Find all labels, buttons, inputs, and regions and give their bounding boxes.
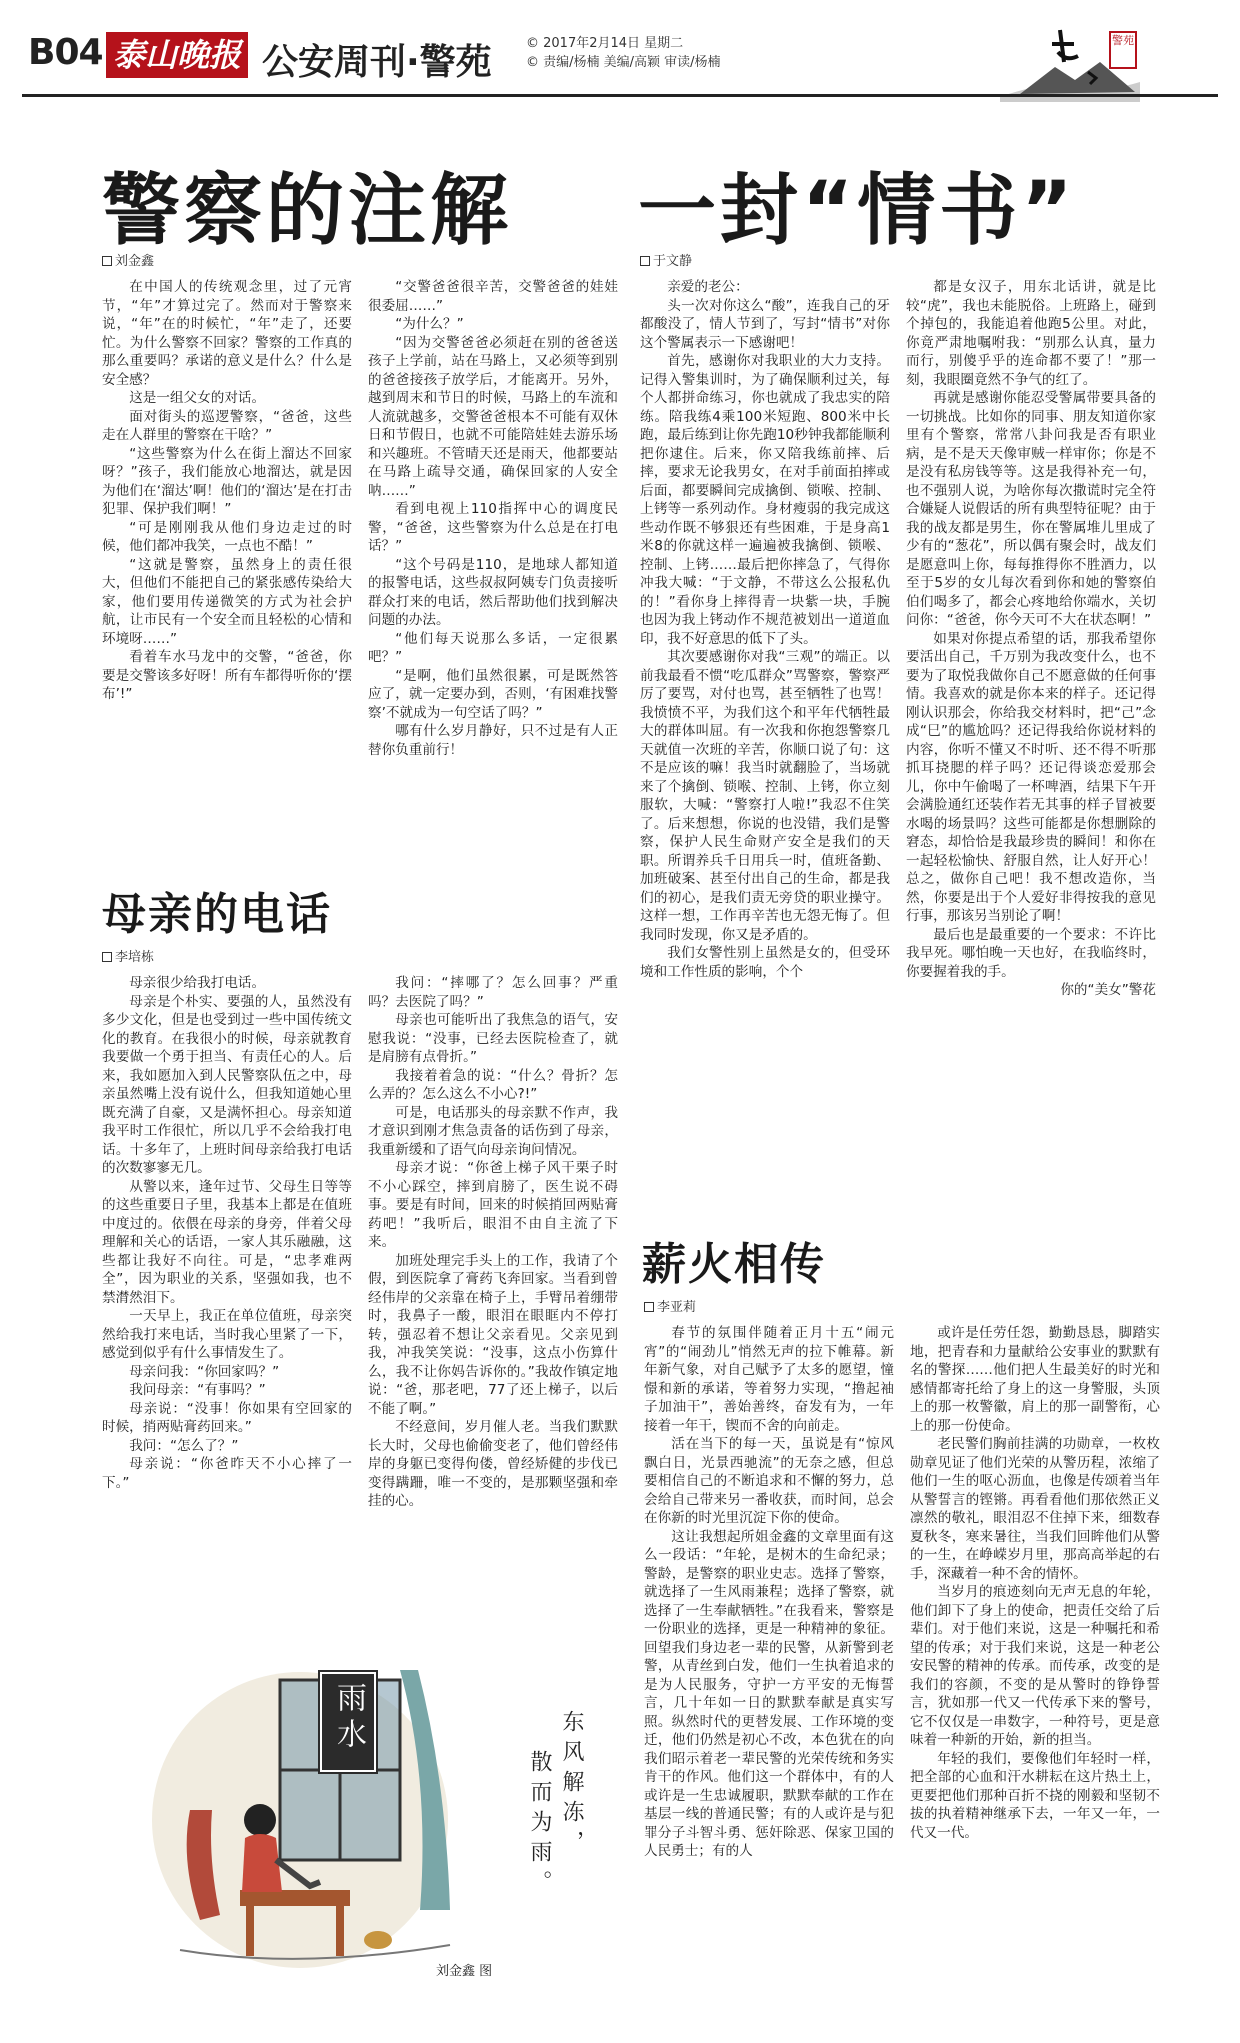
byline: 李培栋: [102, 946, 154, 965]
paragraph: 可是，电话那头的母亲默不作声，我才意识到刚才焦急责备的话伤到了母亲，我重新缓和了语气向母亲询问情况。: [368, 1104, 618, 1158]
article-title: 母亲的电话: [102, 889, 332, 940]
paragraph: 在中国人的传统观念里，过了元宵节，“年”才算过完了。然而对于警察来说，“年”在的时候忙，“年”走了，还要忙。为什么警察不回家？警察的工作真的那么重要吗？承诺的意义是什么？什么是安全感？: [102, 279, 352, 388]
paragraph: 老民警们胸前挂满的功勋章，一枚枚勋章见证了他们光荣的从警历程，浓缩了他们一生的呕心沥血，也像是传颂着当年从警誓言的铿锵。再看看他们那依然正义凛然的敬礼，眼泪忍不住掉下来，细数春夏秋冬，寒来暑往，当我们回眸他们从警的一生，在峥嵘岁月里，那高高举起的右手，深藏着一种不舍的情怀。: [910, 1436, 1160, 1582]
stamp: [320, 1672, 376, 1772]
paragraph: 看着车水马龙中的交警，“爸爸，你要是交警该多好呀！所有车都得听你的‘摆布’!”: [102, 649, 352, 702]
paragraph: “因为交警爸爸必须赶在别的爸爸送孩子上学前，站在马路上，又必须等到别的爸爸接孩子放学后，才能离开。另外，越到周末和节日的时候，马路上的车流和人流就越多，交警爸爸根本不可能有双休日和节假日，也就不可能陪娃娃去游乐场和兴趣班。不管晴天还是雨天，他都要站在马路上疏导交通，确保回家的人安全呐……”: [368, 334, 618, 499]
newspaper-logo: 泰山晚报: [106, 32, 248, 78]
paragraph: 春节的氛围伴随着正月十五“闹元宵”的“闹劲儿”悄然无声的拉下帷幕。新年新气象，对自己赋予了太多的愿望，憧憬和新的承诺，等着努力实现，“撸起袖子加油干”，善始善终，奋发有为，一年接着一年干，锲而不舍的向前走。: [644, 1325, 894, 1434]
paragraph: 一天早上，我正在单位值班，母亲突然给我打来电话，当时我心里紧了一下，感觉到似乎有什么事情发生了。: [102, 1308, 352, 1361]
paragraph: “交警爸爸很辛苦，交警爸爸的娃娃很委屈……”: [368, 279, 618, 314]
paragraph: 我接着着急的说：“什么？骨折？怎么弄的？怎么这么不小心?!”: [368, 1067, 618, 1102]
paragraph: 首先，感谢你对我职业的大力支持。记得入警集训时，为了确保顺利过关，每个人都拼命练习，你也就成了我忠实的陪练。陪我练4乘100米短跑、800米中长跑，最后练到让你先跑10秒钟我都能顺利把你逮住。后来，你又陪我练前摔、后摔，要求无论我男女，在对手前面拍摔或后面，都要瞬间完成擒倒、锁喉、控制、上铐等一系列动作。身材瘦弱的我完成这些动作既不够狠还有些困难，于是身高1米8的你就这样一遍遍被我擒倒、锁喉、控制、上铐……最后把你摔急了，气得你冲我大喊：“于文静，不带这么公报私仇的！”看你身上摔得青一块紫一块，手腕也因为我上铐动作不规范被划出一道道血印，我不好意思的低下了头。: [640, 353, 890, 647]
paragraph: “这些警察为什么在街上溜达不回家呀？”孩子，我们能放心地溜达，就是因为他们在‘溜达’啊！他们的‘溜达’是在打击犯罪、保护我们啊！”: [102, 445, 352, 517]
paragraph: 这让我想起所姐金鑫的文章里面有这么一段话：“年轮，是树木的生命纪录；警龄，是警察的职业史志。选择了警察，就选择了一生风雨兼程；选择了警察，就选择了一生奉献牺牲。”在我看来，警察是一份职业的选择，更是一种精神的象征。回望我们身边老一辈的民警，从新警到老警，从青丝到白发，他们一生执着追求的是为人民服务，守护一方平安的无悔誓言，几十年如一日的默默奉献是真实写照。纵然时代的更替发展、工作环境的变迁，他们仍然是初心不改，本色犹在的向我们昭示着老一辈民警的光荣传统和务实肯干的作风。他们这一个群体中，有的人或许是一生忠诚履职，默默奉献的工作在基层一线的普通民警；有的人或许是与犯罪分子斗智斗勇、惩奸除恶、保家卫国的人民勇士；有的人: [644, 1528, 894, 1859]
paragraph: “可是刚刚我从他们身边走过的时候，他们都冲我笑，一点也不酷！”: [102, 519, 352, 554]
article-column: [368, 278, 618, 818]
header-rule: [22, 94, 1218, 97]
paragraph: “这就是警察，虽然身上的责任很大，但他们不能把自己的紧张感传染给大家，他们要用传递微笑的方式为社会护航，让市民有一个安全而且轻松的心情和环境呀……”: [102, 556, 352, 647]
article-title: 一封“情书”: [638, 166, 1077, 256]
article-column: [910, 1324, 1160, 2004]
paragraph: 活在当下的每一天，虽说是有“惊风飘白日，光景西驰流”的无奈之感，但总要相信自己的不断追求和不懈的努力，总会给自己带来另一番收获，而时间，总会在你新的时光里沉淀下你的使命。: [644, 1436, 894, 1526]
illustration: [150, 1660, 493, 1980]
paragraph: 哪有什么岁月静好，只不过是有人正替你负重前行！: [368, 723, 618, 758]
illustration-credit: 刘金鑫 图: [436, 1964, 493, 1979]
article-column: [102, 278, 352, 818]
article-column: [906, 278, 1156, 1178]
editors-line: © 责编/杨楠 美编/高颖 审读/杨楠: [526, 55, 721, 70]
paragraph: 如果对你提点希望的话，那我希望你要活出自己，千万别为我改变什么，也不要为了取悦我做你自己不愿意做的任何事情。我喜欢的就是你本来的样子。还记得刚认识那会，你给我交材料时，把“己”念成“巳”的尴尬吗？还记得我给你说材料的内容，你听不懂又不时听、还不得不听那抓耳挠腮的样子吗？还记得谈恋爱那会儿，你中午偷喝了一杯啤酒，结果下午开会满脸通红还装作若无其事的样子冒被要水喝的场景吗？这些可能都是你想删除的窘态，却恰恰是我最珍贵的瞬间！和你在一起轻松愉快、舒服自然，让人好开心！总之，做你自己吧！我不想改造你，当然，你要是出于个人爱好非得按我的意见行事，那该另当别论了啊！: [906, 630, 1156, 924]
byline: 于文静: [640, 250, 692, 269]
paragraph: 我问：“怎么了？”: [129, 1437, 239, 1454]
paragraph: 母亲才说：“你爸上梯子风干栗子时不小心踩空，摔到肩膀了，医生说不碍事。要是有时间，回来的时候捎回两贴膏药吧！”我听后，眼泪不由自主流了下来。: [368, 1160, 618, 1250]
article-column: [644, 1324, 894, 2004]
poem-line: 东风解冻，: [559, 1710, 584, 1860]
paragraph: 我问：“摔哪了？怎么回事？严重吗？去医院了吗？”: [368, 975, 618, 1010]
paragraph: 我问母亲：“有事吗？”: [129, 1382, 266, 1398]
date-line: © 2017年2月14日 星期二: [526, 36, 684, 51]
paragraph: “这个号码是110，是地球人都知道的报警电话，这些叔叔阿姨专门负责接听群众打来的电话，然后帮助他们找到解决问题的办法。: [368, 556, 618, 628]
paragraph: 这是一组父女的对话。: [129, 390, 266, 406]
poem-line: 散而为雨。: [527, 1750, 552, 1900]
paragraph: 头一次对你这么“酸”，连我自己的牙都酸没了，情人节到了，写封“情书”对你这个警属表示一下感谢吧！: [640, 297, 890, 351]
paragraph: 母亲也可能听出了我焦急的语气，安慰我说：“没事，已经去医院检查了，就是肩膀有点骨折。”: [368, 1012, 618, 1065]
section-title: 公安周刊·警苑: [262, 42, 492, 83]
paragraph: “为什么？”: [395, 316, 464, 332]
paragraph: 母亲是个朴实、要强的人，虽然没有多少文化，但是也受到过一些中国传统文化的教育。在我很小的时候，母亲就教育我要做一个勇于担当、有责任心的人。后来，我如愿加入到人民警察队伍之中，母亲虽然嘴上没有说什么，但我知道她心里既充满了自豪，又是满怀担心。母亲知道我平时工作很忙，所以几乎不会给我打电话。十多年了，上班时间母亲给我打电话的次数寥寥无几。: [102, 993, 352, 1176]
paragraph: 年轻的我们，要像他们年轻时一样，把全部的心血和汗水耕耘在这片热土上，更要把他们那种百折不挠的刚毅和坚韧不拔的执着精神继承下去，一年又一年，一代又一代。: [910, 1750, 1160, 1841]
article-title: 薪火相传: [642, 1239, 826, 1290]
paragraph: 不经意间，岁月催人老。当我们默默长大时，父母也偷偷变老了，他们曾经伟岸的身躯已变得佝偻，曾经矫健的步伐已变得蹒跚，唯一不变的，是那颗坚强和牵挂的心。: [368, 1419, 618, 1509]
paragraph: 面对街头的巡逻警察，“爸爸，这些走在人群里的警察在干啥？”: [102, 408, 352, 443]
issue-meta: [526, 34, 721, 72]
paragraph: 我们女警性别上虽然是女的，但受环境和工作性质的影响，个个: [640, 945, 890, 980]
stamp-text: 雨水: [331, 1682, 366, 1754]
paragraph: 母亲说：“没事！你如果有空回家的时候，捎两贴膏药回来。”: [102, 1400, 352, 1435]
article-title: 警察的注解: [102, 166, 513, 256]
paragraph: 都是女汉子，用东北话讲，就是比较“虎”，我也未能脱俗。上班路上，碰到个掉包的，我能追着他跑5公里。对此，你竟严肃地嘱咐我：“别那么认真，量力而行，别傻乎乎的连命都不要了！”那一刻，我眼圈竟然不争气的红了。: [906, 279, 1156, 388]
byline: 刘金鑫: [102, 250, 154, 269]
paragraph: 从警以来，逢年过节、父母生日等等的这些重要日子里，我基本上都是在值班中度过的。依偎在母亲的身旁，伴着父母理解和关心的话语，一家人其乐融融，这些都让我好不向往。可是，“忠孝难两全”，因为职业的关系，坚强如我，也不禁潸然泪下。: [102, 1178, 352, 1306]
paragraph: 亲爱的老公：: [667, 279, 749, 295]
paragraph: “他们每天说那么多话，一定很累吧？”: [368, 630, 618, 665]
paragraph: 看到电视上110指挥中心的调度民警，“爸爸，这些警察为什么总是在打电话？”: [368, 501, 618, 554]
article-column: [640, 278, 890, 1178]
paragraph: 加班处理完手头上的工作，我请了个假，到医院拿了膏药飞奔回家。当看到曾经伟岸的父亲靠在椅子上，手臂吊着绷带时，我鼻子一酸，眼泪在眼眶内不停打转，强忍着不想让父亲看见。父亲见到我，冲我笑笑说：“没事，这点小伤算什么，我不让你妈告诉你的。”我故作镇定地说：“爸，那老吧，77了还上梯子，以后不能了啊。”: [368, 1252, 618, 1417]
section-decoration: [1000, 22, 1140, 102]
paragraph: 母亲问我：“你回家吗？”: [129, 1363, 280, 1380]
paragraph: “是啊，他们虽然很累，可是既然答应了，就一定要办到，否则，‘有困难找警察’不就成为一句空话了吗？”: [368, 667, 618, 721]
paragraph: 或许是任劳任怨，勤勤恳恳，脚踏实地，把青春和力量献给公安事业的默默有名的警探……他们把人生最美好的时光和感情都寄托给了身上的这一身警服，头顶上的那一枚警徽，肩上的那一副警衔，心上的那一份使命。: [910, 1325, 1160, 1434]
byline: 李亚莉: [644, 1296, 696, 1315]
paragraph: 其次要感谢你对我“三观”的端正。以前我最看不惯“吃瓜群众”骂警察，警察严厉了要骂，对付也骂，甚至牺牲了也骂！我愤愤不平，为我们这个和平年代牺牲最大的群体叫屈。有一次我和你抱怨警察几天就值一次班的辛苦，你顺口说了句：这不是应该的嘛！我当时就翻脸了，当场就来了个擒倒、锁喉、控制、上铐，你立刻服软，大喊：“警察打人啦!”我忍不住笑了。后来想想，你说的也没错，我们是警察，保护人民生命财产安全是我们的天职。所谓养兵千日用兵一时，值班备勤、加班破案、甚至付出自己的生命，都是我们的初心，是我们责无旁贷的职业操守。这样一想，工作再辛苦也无怨无悔了。但我同时发现，你又是矛盾的。: [640, 649, 890, 943]
paragraph: 当岁月的痕迹刻向无声无息的年轮，他们卸下了身上的使命，把责任交给了后辈们。对于他们来说，这是一种嘱托和希望的传承；对于我们来说，这是一种老公安民警的精神的传承。而传承，改变的是我们的容颜，不变的是从警时的铮铮誓言，犹如那一代又一代传承下来的警号，它不仅仅是一串数字，一种符号，更是意味着一种新的开始，新的担当。: [910, 1584, 1160, 1748]
article-column: [102, 974, 352, 1534]
paragraph: 母亲很少给我打电话。: [129, 975, 266, 991]
paragraph: 最后也是最重要的一个要求：不许比我早死。哪怕晚一天也好，在我临终时，你要握着我的手。: [906, 926, 1156, 980]
page-number: B04: [28, 32, 103, 73]
paragraph: 你的“美女”警花: [1060, 982, 1156, 998]
article-column: [368, 974, 618, 1534]
paragraph: 再就是感谢你能忍受警属带要具备的一切挑战。比如你的同事、朋友知道你家里有个警察，常常八卦问我是否有职业病，是不是天天像审贼一样审你；你是不是没有私房钱等等。这是我得补充一句，也不强别人说，为啥你每次撒谎时完全符合嫌疑人说假话的所有典型特征呢？由于我的战友都是男生，你在警属堆儿里成了少有的“葱花”，所以偶有聚会时，战友们是愿意叫上你，每每推得你不胜酒力，以至于5岁的女儿每次看到你和她的警察伯伯们喝多了，都会心疼地给你端水，关切问你：“爸爸，你今天可不大在状态啊！”: [906, 390, 1156, 628]
paragraph: 母亲说：“你爸昨天不小心摔了一下。”: [102, 1456, 352, 1491]
deco-label: 警苑: [1112, 34, 1134, 47]
